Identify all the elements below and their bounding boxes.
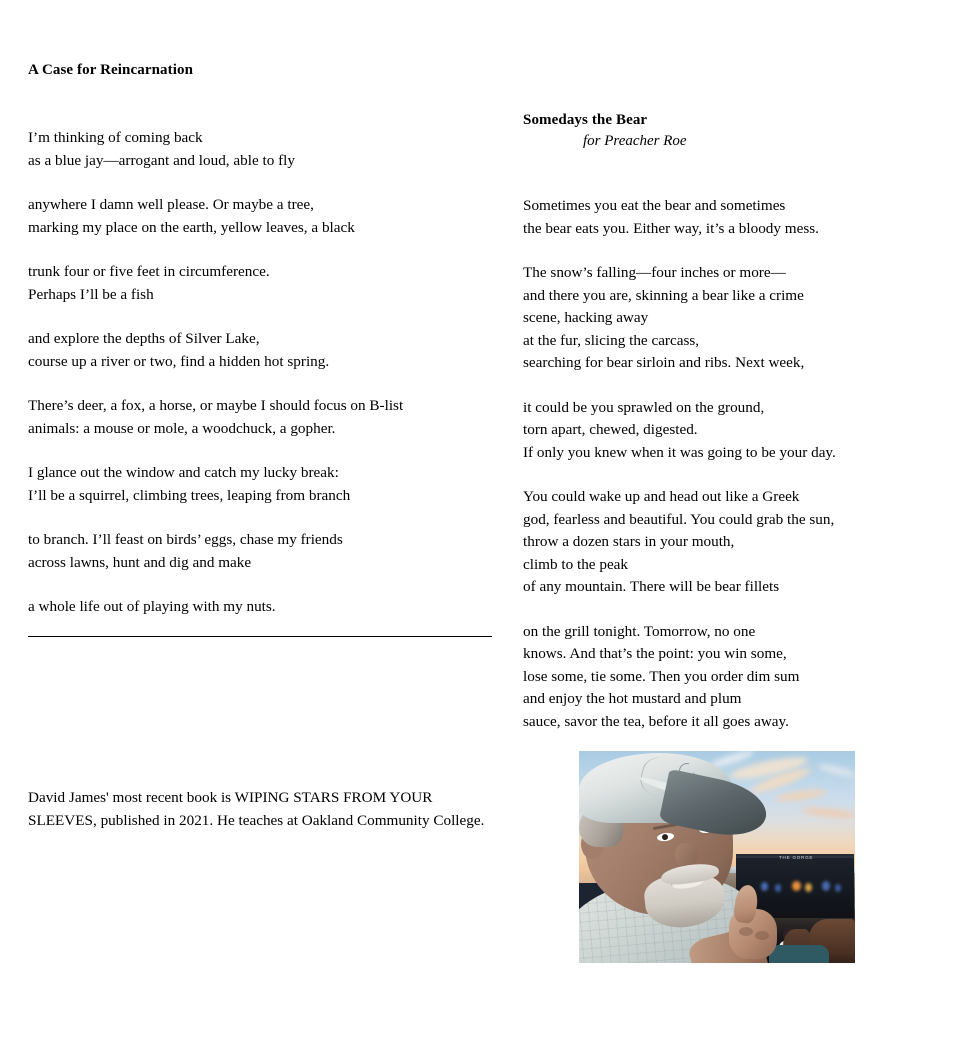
- poem-line: throw a dozen stars in your mouth,: [523, 533, 735, 550]
- stanza: [28, 261, 498, 306]
- stage-sign-text: THE GORGE: [779, 855, 814, 860]
- stanza: [28, 596, 498, 619]
- poem-line: a whole life out of playing with my nuts.: [28, 598, 276, 615]
- right-poem-title: Somedays the Bear: [523, 112, 648, 128]
- poem-line: across lawns, hunt and dig and make: [28, 553, 252, 571]
- poem-line: and enjoy the hot mustard and plum: [523, 690, 742, 707]
- poem-line: as a blue jay—arrogant and loud, able to fly: [28, 151, 295, 169]
- stanza: [28, 395, 498, 440]
- stanza: [523, 397, 943, 465]
- poem-line: to branch. I’ll feast on birds’ eggs, chase my friends: [28, 531, 343, 548]
- poem-line: knows. And that’s the point: you win some,: [523, 645, 787, 662]
- poem-line: lose some, tie some. Then you order dim sum: [523, 667, 800, 685]
- stanza: [28, 462, 498, 507]
- poem-line: trunk four or five feet in circumference.: [28, 263, 270, 280]
- poem-line: I’ll be a squirrel, climbing trees, leaping from branch: [28, 486, 351, 504]
- poem-line: I glance out the window and catch my lucky break:: [28, 464, 339, 481]
- poem-line: Perhaps I’ll be a fish: [28, 285, 154, 303]
- knuckle: [755, 931, 769, 940]
- poem-line: sauce, savor the tea, before it all goes away.: [523, 712, 789, 730]
- poem-line: and there you are, skinning a bear like a crime: [523, 286, 804, 304]
- photo-subject-man: [579, 751, 855, 963]
- poem-line: at the fur, slicing the carcass,: [523, 331, 700, 349]
- poem-line: climb to the peak: [523, 555, 629, 573]
- poem-line: Sometimes you eat the bear and sometimes: [523, 197, 786, 214]
- stanza: [28, 194, 498, 239]
- poem-line: anywhere I damn well please. Or maybe a tree,: [28, 196, 314, 213]
- left-poem-title: A Case for Reincarnation: [28, 62, 194, 78]
- stanza: [523, 195, 943, 240]
- poem-line: of any mountain. There will be bear fillets: [523, 578, 780, 595]
- poem-line: There’s deer, a fox, a horse, or maybe I should focus on B-list: [28, 397, 404, 414]
- section-divider: [28, 636, 492, 637]
- left-poem-body: [28, 127, 498, 619]
- poem-line: on the grill tonight. Tomorrow, no one: [523, 622, 756, 640]
- author-photo: [579, 751, 855, 963]
- knuckle: [739, 927, 753, 936]
- poem-line: scene, hacking away: [523, 309, 649, 326]
- right-poem-body: [523, 195, 943, 733]
- stanza: [28, 127, 498, 172]
- author-bio: David James' most recent book is WIPING STARS FROM YOUR SLEEVES, published in 2021. He teaches at Oakland Community College.: [28, 789, 485, 829]
- poem-line: marking my place on the earth, yellow leaves, a black: [28, 218, 355, 236]
- poem-line: the bear eats you. Either way, it’s a bloody mess.: [523, 219, 819, 237]
- stanza: [28, 328, 498, 373]
- stanza: [523, 486, 943, 599]
- poem-line: it could be you sprawled on the ground,: [523, 398, 765, 416]
- poem-line: If only you knew when it was going to be your day.: [523, 443, 836, 461]
- poem-line: You could wake up and head out like a Greek: [523, 488, 800, 505]
- poem-line: animals: a mouse or mole, a woodchuck, a gopher.: [28, 419, 336, 437]
- poem-line: torn apart, chewed, digested.: [523, 421, 698, 438]
- poem-line: god, fearless and beautiful. You could grab the sun,: [523, 510, 835, 528]
- stanza: [523, 262, 943, 375]
- pupil: [662, 834, 669, 841]
- poem-line: I’m thinking of coming back: [28, 129, 203, 146]
- poem-line: The snow’s falling—four inches or more—: [523, 264, 786, 281]
- stanza: [523, 621, 943, 734]
- stanza: [28, 529, 498, 574]
- poem-line: course up a river or two, find a hidden hot spring.: [28, 352, 330, 370]
- poem-line: searching for bear sirloin and ribs. Next week,: [523, 354, 805, 371]
- poem-dedication: for Preacher Roe: [583, 133, 687, 149]
- poem-line: and explore the depths of Silver Lake,: [28, 330, 260, 347]
